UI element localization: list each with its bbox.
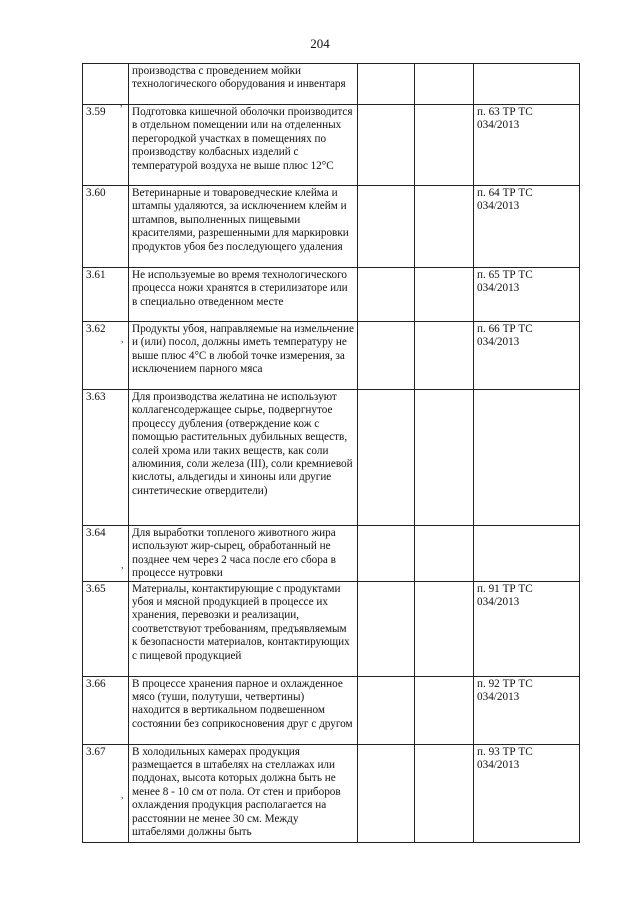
table-row	[83, 390, 580, 526]
regulation-reference	[474, 64, 580, 105]
answer-no-cell	[415, 186, 474, 268]
requirement-text: Продукты убоя, направляемые на измельчение и (или) посол, должны иметь температуру не выше плюс 4°С в любой точке измерения, за исключением парного мяса	[129, 322, 358, 390]
regulation-reference: п. 65 ТР ТС 034/2013	[474, 268, 580, 322]
answer-no-cell	[415, 526, 474, 582]
answer-yes-cell	[358, 268, 415, 322]
answer-yes-cell	[358, 581, 415, 676]
requirement-text: Подготовка кишечной оболочки производится в отдельном помещении или на отделенных перегородкой участках в помещениях по производству колбасных изделий с температурой воздуха не выше плюс 12°С	[129, 105, 358, 186]
item-number: 3.64	[83, 526, 129, 582]
regulation-reference	[474, 526, 580, 582]
answer-no-cell	[415, 322, 474, 390]
page-number: 204	[310, 36, 330, 51]
item-number: 3.60	[83, 186, 129, 268]
requirement-text: Ветеринарные и товароведческие клейма и штампы удаляются, за исключением клейм и штампов, выполненных пищевыми красителями, разрешенными для маркировки продуктов убоя без последующего удаления	[129, 186, 358, 268]
table-row	[83, 526, 580, 582]
requirement-text: Материалы, контактирующие с продуктами убоя и мясной продукцией в процессе их хранения, перевозки и реализации, соответствуют требованиям, предъявляемым к безопасности материалов, контактирующих с пищевой продукцией	[129, 581, 358, 676]
item-number: 3.66	[83, 676, 129, 744]
regulation-reference: п. 64 ТР ТС 034/2013	[474, 186, 580, 268]
item-number: 3.63	[83, 390, 129, 526]
answer-yes-cell	[358, 390, 415, 526]
table-row	[83, 676, 580, 744]
answer-yes-cell	[358, 64, 415, 105]
scan-mark: ,	[120, 98, 123, 109]
requirements-table	[82, 63, 580, 843]
item-number: 3.61	[83, 268, 129, 322]
scan-mark: ,	[121, 560, 124, 571]
table-row	[83, 581, 580, 676]
item-number: 3.62	[83, 322, 129, 390]
regulation-reference: п. 66 ТР ТС 034/2013	[474, 322, 580, 390]
requirement-text: В холодильных камерах продукция размещается в штабелях на стеллажах или поддонах, высота которых должна быть не менее 8 - 10 см от пола. От стен и приборов охлаждения продукция располагается на расстоянии не менее 30 см. Между штабелями должны быть	[129, 744, 358, 842]
scan-mark: ,	[121, 790, 124, 801]
answer-no-cell	[415, 744, 474, 842]
answer-no-cell	[415, 268, 474, 322]
table-row-continuation	[83, 64, 580, 105]
regulation-reference: п. 63 ТР ТС 034/2013	[474, 105, 580, 186]
answer-yes-cell	[358, 186, 415, 268]
table-row	[83, 105, 580, 186]
answer-no-cell	[415, 676, 474, 744]
regulation-reference: п. 92 ТР ТС 034/2013	[474, 676, 580, 744]
requirement-text: Не используемые во время технологического процесса ножи хранятся в стерилизаторе или в специально отведенном месте	[129, 268, 358, 322]
answer-yes-cell	[358, 526, 415, 582]
item-number: 3.67	[83, 744, 129, 842]
table-row	[83, 268, 580, 322]
answer-yes-cell	[358, 322, 415, 390]
regulation-reference: п. 93 ТР ТС 034/2013	[474, 744, 580, 842]
answer-no-cell	[415, 105, 474, 186]
answer-no-cell	[415, 581, 474, 676]
answer-yes-cell	[358, 676, 415, 744]
requirement-text: Для производства желатина не используют коллагенсодержащее сырье, подвергнутое процессу дубления (отверждение кож с помощью растительных дубильных веществ, солей хрома или таких веществ, как соли алюминия, соли железа (III), соли кремниевой кислоты, альдегиды и хиноны или другие синтетические отвердители)	[129, 390, 358, 526]
answer-yes-cell	[358, 105, 415, 186]
regulation-reference	[474, 390, 580, 526]
item-number: 3.65	[83, 581, 129, 676]
table-row	[83, 186, 580, 268]
answer-no-cell	[415, 390, 474, 526]
item-number: 3.59	[83, 105, 129, 186]
answer-no-cell	[415, 64, 474, 105]
table-row	[83, 744, 580, 842]
scan-mark: ,	[121, 334, 124, 345]
requirement-text: производства с проведением мойки технологического оборудования и инвентаря	[129, 64, 358, 105]
requirement-text: Для выработки топленого животного жира используют жир-сырец, обработанный не позднее чем через 2 часа после его сбора в процессе нутровки	[129, 526, 358, 582]
regulation-reference: п. 91 ТР ТС 034/2013	[474, 581, 580, 676]
table-row	[83, 322, 580, 390]
requirement-text: В процессе хранения парное и охлажденное мясо (туши, полутуши, четвертины) находится в вертикальном подвешенном состоянии без соприкосновения друг с другом	[129, 676, 358, 744]
answer-yes-cell	[358, 744, 415, 842]
